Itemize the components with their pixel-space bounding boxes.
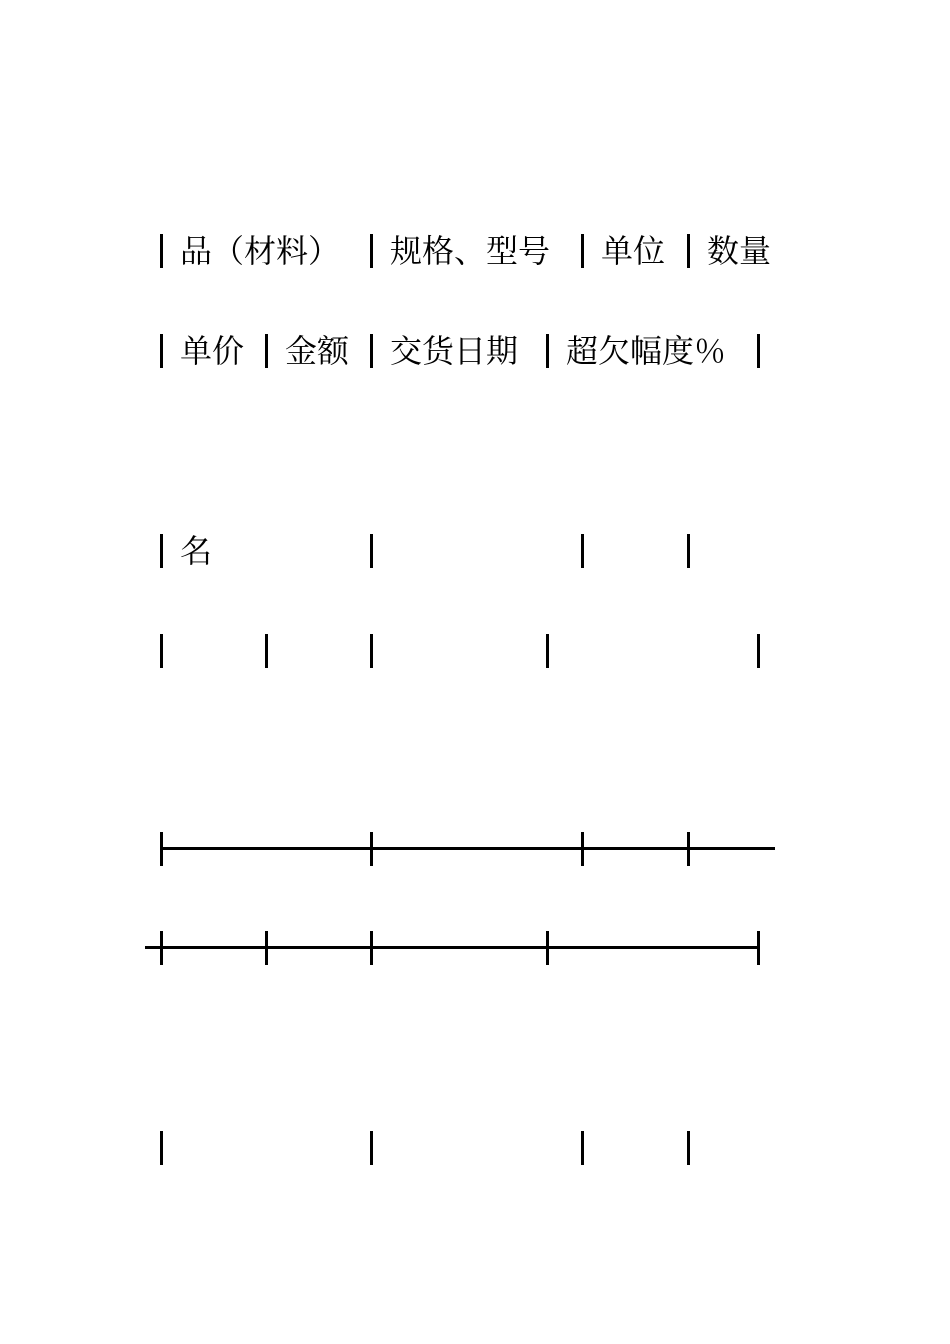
header-product-suffix: 名 [180,532,213,570]
column-divider [265,931,268,965]
column-divider [687,234,690,268]
horizontal-rule [160,847,775,850]
column-divider [265,634,268,668]
header-row-3 [0,531,950,571]
header-row-1 [0,231,950,271]
column-divider [687,534,690,568]
column-divider [160,1131,163,1165]
header-spec: 规格、型号 [390,232,551,270]
column-divider [581,1131,584,1165]
separator-row-1 [0,829,950,869]
column-divider [160,234,163,268]
column-divider [160,634,163,668]
column-divider [546,931,549,965]
column-divider [160,534,163,568]
column-divider [265,334,268,368]
column-divider [546,334,549,368]
column-divider [370,334,373,368]
header-product: 品（材料） [180,232,341,270]
header-delivery-date: 交货日期 [390,332,519,370]
header-quantity: 数量 [707,232,772,270]
column-divider [160,931,163,965]
column-divider [687,1131,690,1165]
column-divider [757,634,760,668]
column-divider [546,634,549,668]
column-divider [160,334,163,368]
column-divider [370,832,373,866]
header-tolerance: 超欠幅度％ [566,332,727,370]
header-unit: 单位 [601,232,666,270]
column-divider [757,334,760,368]
column-divider [370,534,373,568]
column-divider [757,931,760,965]
separator-row-2 [0,928,950,968]
column-divider [160,832,163,866]
data-row-1 [0,1128,950,1168]
column-divider [370,1131,373,1165]
header-row-4 [0,631,950,671]
column-divider [581,234,584,268]
column-divider [370,634,373,668]
column-divider [581,832,584,866]
column-divider [370,234,373,268]
column-divider [687,832,690,866]
column-divider [581,534,584,568]
header-amount: 金额 [285,332,350,370]
header-row-2 [0,331,950,371]
header-unit-price: 单价 [180,332,245,370]
horizontal-rule [145,946,759,949]
column-divider [370,931,373,965]
